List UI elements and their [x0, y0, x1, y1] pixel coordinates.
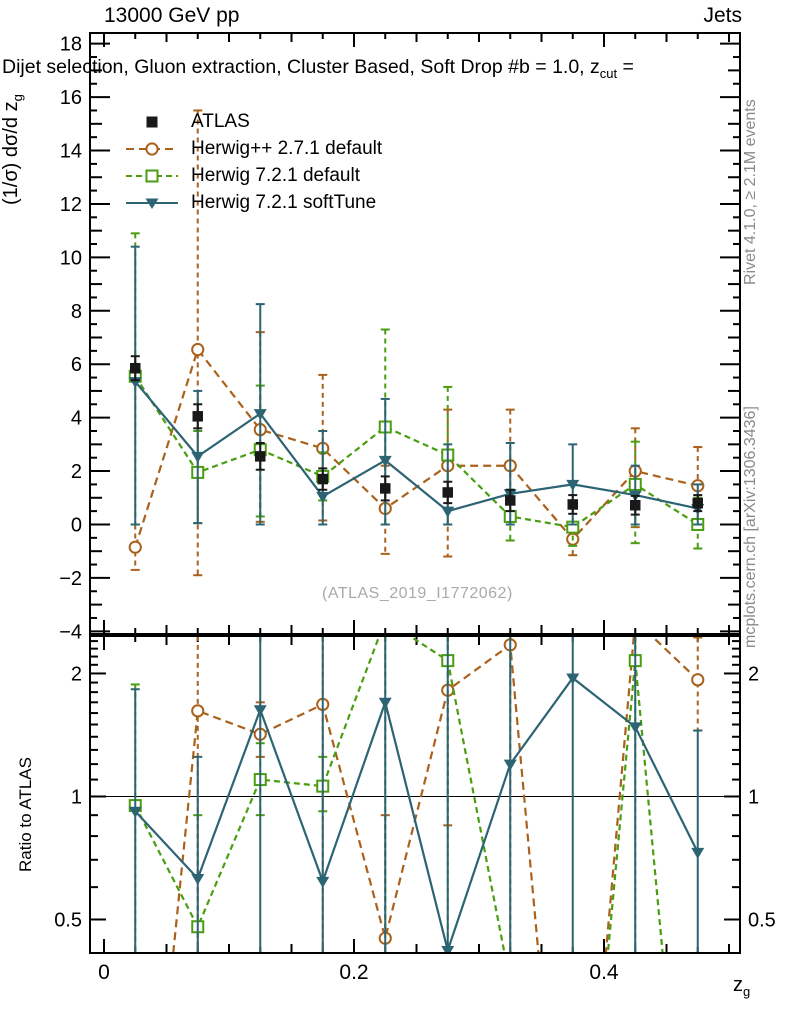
legend-label-atlas: ATLAS — [191, 110, 250, 132]
data-marker — [316, 877, 329, 888]
legend-item-atlas — [126, 108, 382, 135]
data-marker — [192, 344, 203, 355]
data-marker — [255, 451, 266, 462]
y-axis-label-ratio: Ratio to ATLAS — [16, 757, 35, 872]
main-y-tick-label: 10 — [59, 247, 82, 270]
subtitle-subscript: cut — [599, 65, 618, 81]
data-marker — [316, 492, 329, 503]
main-y-tick-label: 18 — [59, 33, 82, 56]
herwig7-default-marker-icon — [126, 168, 178, 184]
legend-item-herwigpp-default — [126, 135, 382, 162]
main-series-line — [135, 350, 698, 548]
subtitle-text: Dijet selection, Gluon extraction, Cluster Based, Soft Drop #b = 1.0, z — [2, 56, 600, 78]
data-marker — [191, 452, 204, 463]
observable-subtitle — [2, 56, 634, 81]
ratio-y-tick-label: 0.5 — [54, 909, 82, 932]
x-axis-label-subscript: g — [743, 984, 751, 999]
x-tick-label: 0 — [98, 961, 110, 984]
legend — [126, 108, 382, 216]
mcplots-reference-note: mcplots.cern.ch [arXiv:1306.3436] — [742, 406, 759, 648]
main-y-tick-label: 0 — [70, 514, 82, 537]
data-marker — [193, 411, 204, 422]
ratio-y-tick-label: 2 — [70, 663, 82, 686]
analysis-id-watermark: (ATLAS_2019_I1772062) — [322, 585, 513, 602]
ratio-y-tick-label-right: 2 — [748, 663, 760, 686]
data-marker — [130, 363, 141, 374]
data-marker — [504, 760, 517, 771]
x-tick-label: 0.2 — [339, 961, 369, 984]
legend-label-herwig7-default: Herwig 7.2.1 default — [191, 164, 360, 186]
ratio-y-tick-label-right: 0.5 — [748, 909, 776, 932]
legend-label-herwig7-softtune: Herwig 7.2.1 softTune — [191, 191, 377, 213]
subtitle-suffix: = — [617, 56, 634, 78]
data-marker — [441, 507, 454, 518]
analysis-group-title: Jets — [703, 4, 742, 27]
data-marker — [191, 874, 204, 885]
main-y-tick-label: −2 — [59, 567, 82, 590]
data-marker — [380, 483, 391, 494]
data-marker — [505, 495, 516, 506]
data-marker — [441, 946, 454, 957]
data-marker — [629, 722, 642, 733]
data-marker — [568, 499, 579, 510]
main-y-tick-label: 6 — [70, 354, 82, 377]
data-marker — [254, 705, 267, 716]
main-y-tick-label: 4 — [70, 407, 82, 430]
data-marker — [691, 848, 704, 859]
data-marker — [130, 542, 141, 553]
ratio-y-tick-label-right: 1 — [748, 786, 760, 809]
x-tick-label: 0.4 — [589, 961, 619, 984]
legend-item-herwig7-softtune — [126, 189, 382, 216]
main-y-tick-label: −4 — [59, 621, 82, 644]
beam-title: 13000 GeV pp — [104, 4, 240, 27]
data-marker — [192, 705, 203, 716]
main-y-tick-label: 12 — [59, 193, 82, 216]
y-axis-label-subscript: g — [10, 94, 25, 102]
data-marker — [693, 498, 704, 509]
main-y-tick-label: 16 — [59, 87, 82, 110]
main-series-line — [135, 376, 698, 527]
atlas-marker-icon — [126, 114, 178, 130]
data-marker — [443, 487, 454, 498]
legend-item-herwig7-default — [126, 162, 382, 189]
main-series-line — [135, 382, 698, 512]
herwigpp-marker-icon — [126, 141, 178, 157]
data-marker — [692, 674, 703, 685]
x-axis-label-text: z — [733, 974, 743, 996]
herwig7-softtune-marker-icon — [126, 195, 178, 211]
main-y-tick-label: 14 — [59, 140, 82, 163]
y-axis-label-text: (1/σ) dσ/d z — [0, 101, 22, 205]
y-axis-label-main — [0, 94, 25, 205]
legend-label-herwigpp-default: Herwig++ 2.7.1 default — [191, 137, 383, 159]
main-y-tick-label: 8 — [70, 300, 82, 323]
ratio-y-tick-label: 1 — [70, 786, 82, 809]
data-marker — [379, 698, 392, 709]
data-marker — [318, 474, 329, 485]
data-marker — [630, 500, 641, 511]
x-axis-label — [733, 974, 750, 999]
main-y-tick-label: 2 — [70, 461, 82, 484]
rivet-version-note: Rivet 4.1.0, ≥ 2.1M events — [742, 99, 759, 285]
